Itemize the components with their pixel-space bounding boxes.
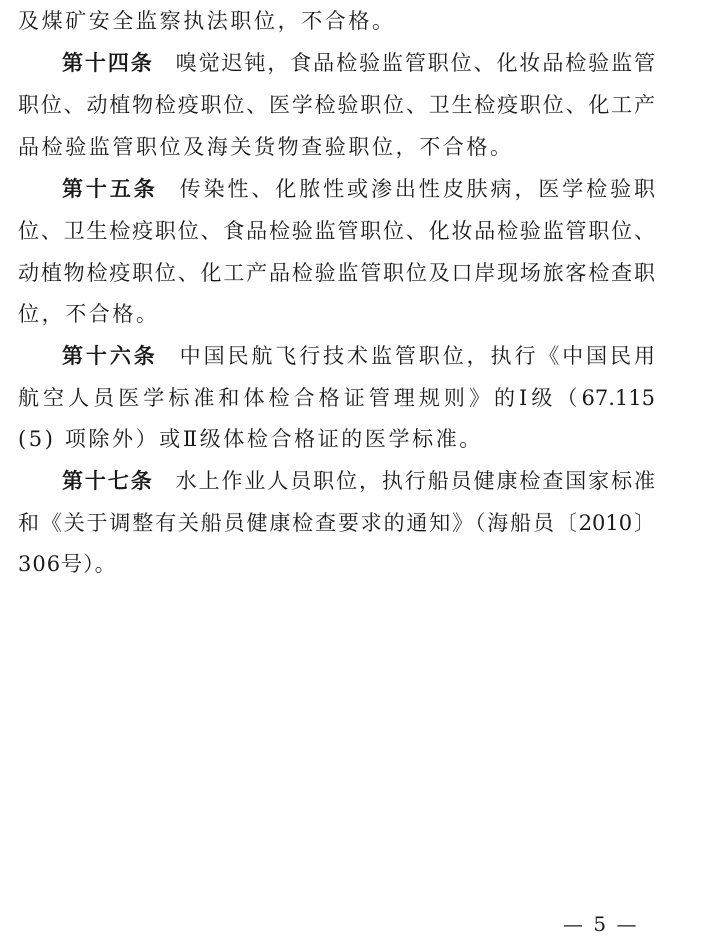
text-line: 嗅觉迟钝，食品检验监管职位、化妆品检验监管 [175,51,656,75]
article-16-line [62,343,655,369]
text-line: 航空人员医学标准和体检合格证管理规则》的Ⅰ级（67.115 [18,386,655,410]
text-line: 和《关于调整有关船员健康检查要求的通知》（海船员〔2010〕 [18,511,655,535]
text-line: 品检验监管职位及海关货物查验职位，不合格。 [18,135,514,159]
article-15-line [62,176,655,202]
page-number: — 5 — [563,912,639,936]
text-line: 及煤矿安全监察执法职位，不合格。 [18,9,396,33]
article-17-line [62,468,655,494]
article-heading: 第十六条 [62,344,158,368]
text-line: 职位、动植物检疫职位、医学检验职位、卫生检疫职位、化工产 [18,93,655,117]
article-14-line [62,50,655,76]
article-heading: 第十五条 [62,177,158,201]
text-line: 306号）。 [18,552,117,576]
text-line: 传染性、化脓性或渗出性皮肤病，医学检验职 [179,177,656,201]
text-line: 位、卫生检疫职位、食品检验监管职位、化妆品检验监管职位、 [18,219,655,243]
article-heading: 第十四条 [62,51,154,75]
text-line: 动植物检疫职位、化工产品检验监管职位及口岸现场旅客检查职 [18,261,655,285]
text-line: 位，不合格。 [18,302,160,326]
article-heading: 第十七条 [62,469,154,493]
text-line: 中国民航飞行技术监管职位，执行《中国民用 [179,344,656,368]
text-line: (5) 项除外）或Ⅱ级体检合格证的医学标准。 [18,427,483,451]
text-line: 水上作业人员职位，执行船员健康检查国家标准 [175,469,656,493]
